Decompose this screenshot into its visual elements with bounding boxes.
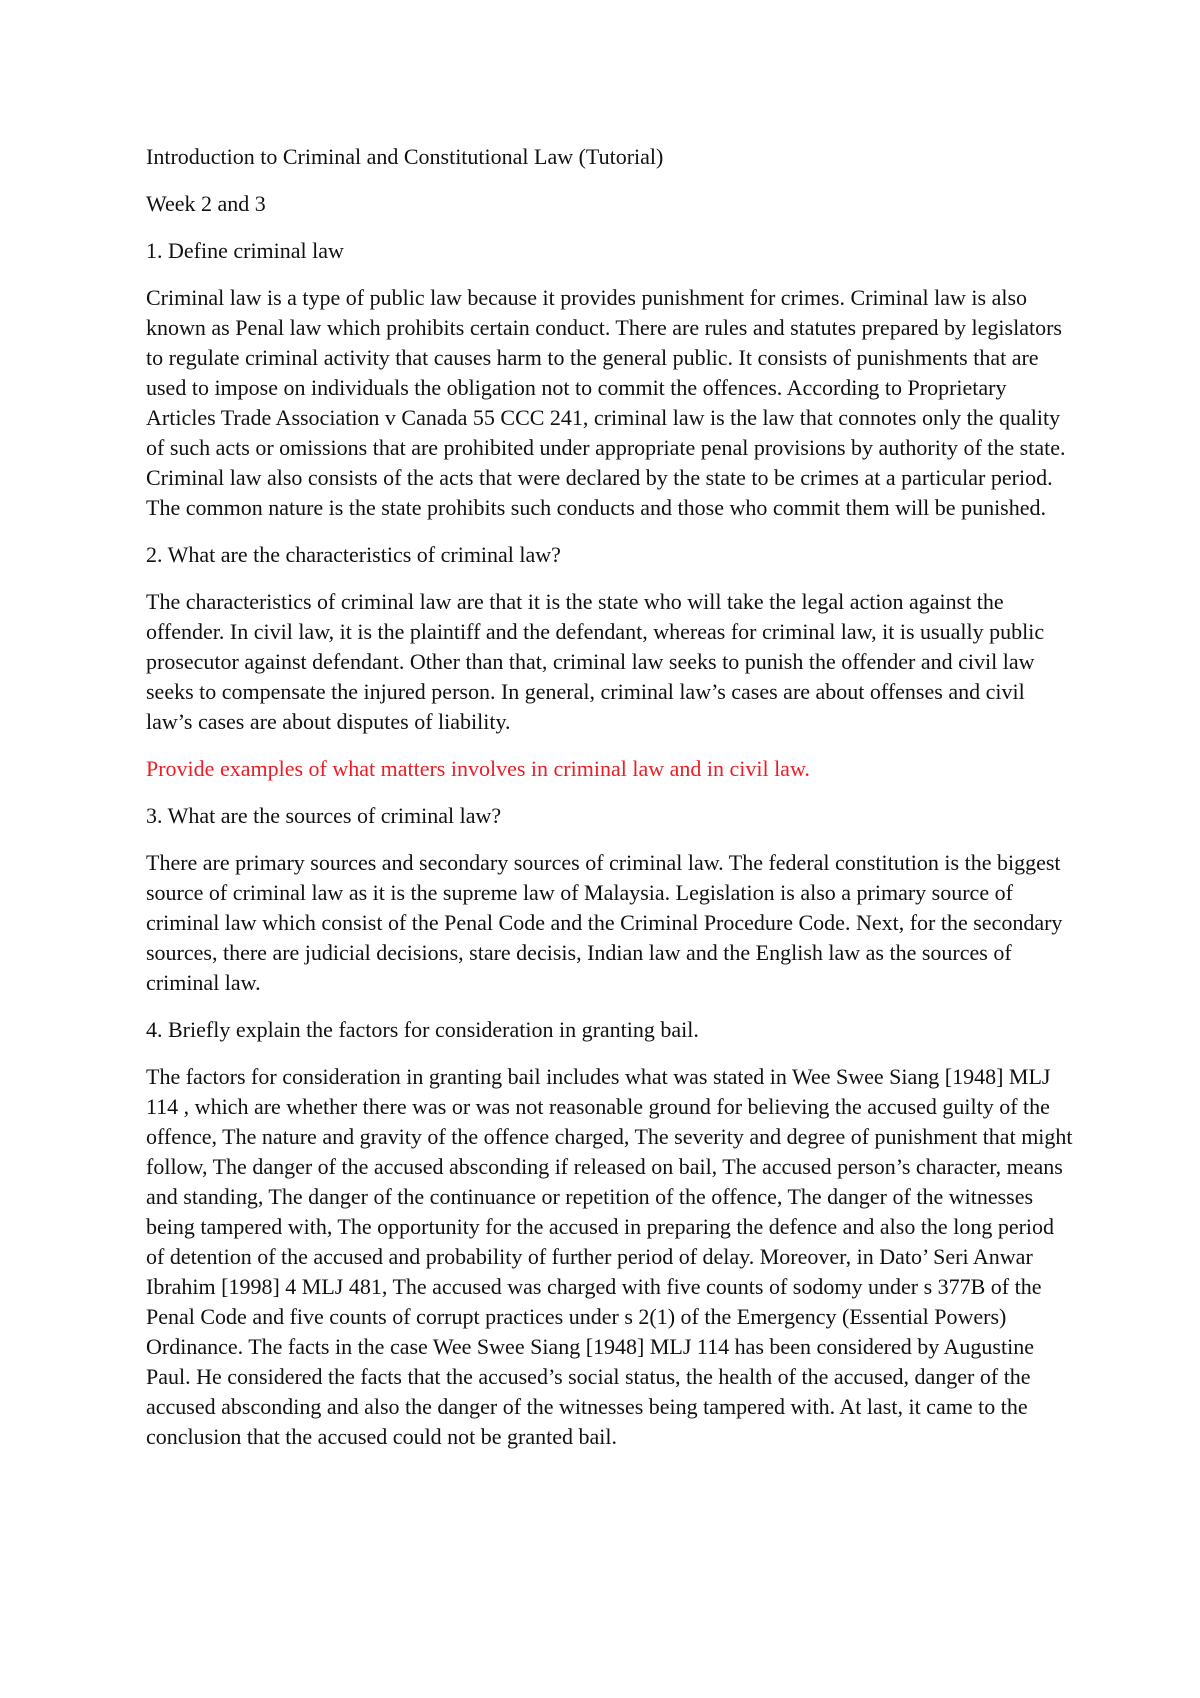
answer-4: The factors for consideration in granting bail includes what was stated in Wee Swee Siang [1948] MLJ 114 , which are whether there was or was not reasonable ground for believing the accused guilty of the offence, The nature and gravity of the offence charged, The severity and degree of punishment that might follow, The danger of the accused absconding if released on bail, The accused person’s character, means and standing, The danger of the continuance or repetition of the offence, The danger of the witnesses being tampered with, The opportunity for the accused in preparing the defence and also the long period of detention of the accused and probability of further period of delay. Moreover, in Dato’ Seri Anwar Ibrahim [1998] 4 MLJ 481, The accused was charged with five counts of sodomy under s 377B of the Penal Code and five counts of corrupt practices under s 2(1) of the Emergency (Essential Powers) Ordinance. The facts in the case Wee Swee Siang [1948] MLJ 114 has been considered by Augustine Paul. He considered the facts that the accused’s social status, the health of the accused, danger of the accused absconding and also the danger of the witnesses being tampered with. At last, it came to the conclusion that the accused could not be granted bail. — [146, 1064, 1073, 1449]
week-label: Week 2 and 3 — [146, 191, 266, 216]
question-1: 1. Define criminal law — [146, 238, 344, 263]
question-4: 4. Briefly explain the factors for consideration in granting bail. — [146, 1017, 699, 1042]
answer-3: There are primary sources and secondary sources of criminal law. The federal constitution is the biggest source of criminal law as it is the supreme law of Malaysia. Legislation is also a primary source of criminal law which consist of the Penal Code and the Criminal Procedure Code. Next, for the secondary sources, there are judicial decisions, stare decisis, Indian law and the English law as the sources of criminal law. — [146, 850, 1063, 995]
question-3: 3. What are the sources of criminal law? — [146, 803, 502, 828]
document-title: Introduction to Criminal and Constitutional Law (Tutorial) — [146, 144, 664, 169]
answer-2: The characteristics of criminal law are that it is the state who will take the legal action against the offender. In civil law, it is the plaintiff and the defendant, whereas for criminal law, it is usually public prosecutor against defendant. Other than that, criminal law seeks to punish the offender and civil law seeks to compensate the injured person. In general, criminal law’s cases are about offenses and civil law’s cases are about disputes of liability. — [146, 589, 1045, 734]
question-2: 2. What are the characteristics of criminal law? — [146, 542, 561, 567]
answer-1: Criminal law is a type of public law because it provides punishment for crimes. Criminal law is also known as Penal law which prohibits certain conduct. There are rules and statutes prepared by legislators to regulate criminal activity that causes harm to the general public. It consists of punishments that are used to impose on individuals the obligation not to commit the offences. According to Proprietary Articles Trade Association v Canada 55 CCC 241, criminal law is the law that connotes only the quality of such acts or omissions that are prohibited under appropriate penal provisions by authority of the state. Criminal law also consists of the acts that were declared by the state to be crimes at a particular period. The common nature is the state prohibits such conducts and those who commit them will be punished. — [146, 285, 1066, 520]
document-body — [146, 142, 1074, 1469]
tutor-note: Provide examples of what matters involves in criminal law and in civil law. — [146, 756, 810, 781]
